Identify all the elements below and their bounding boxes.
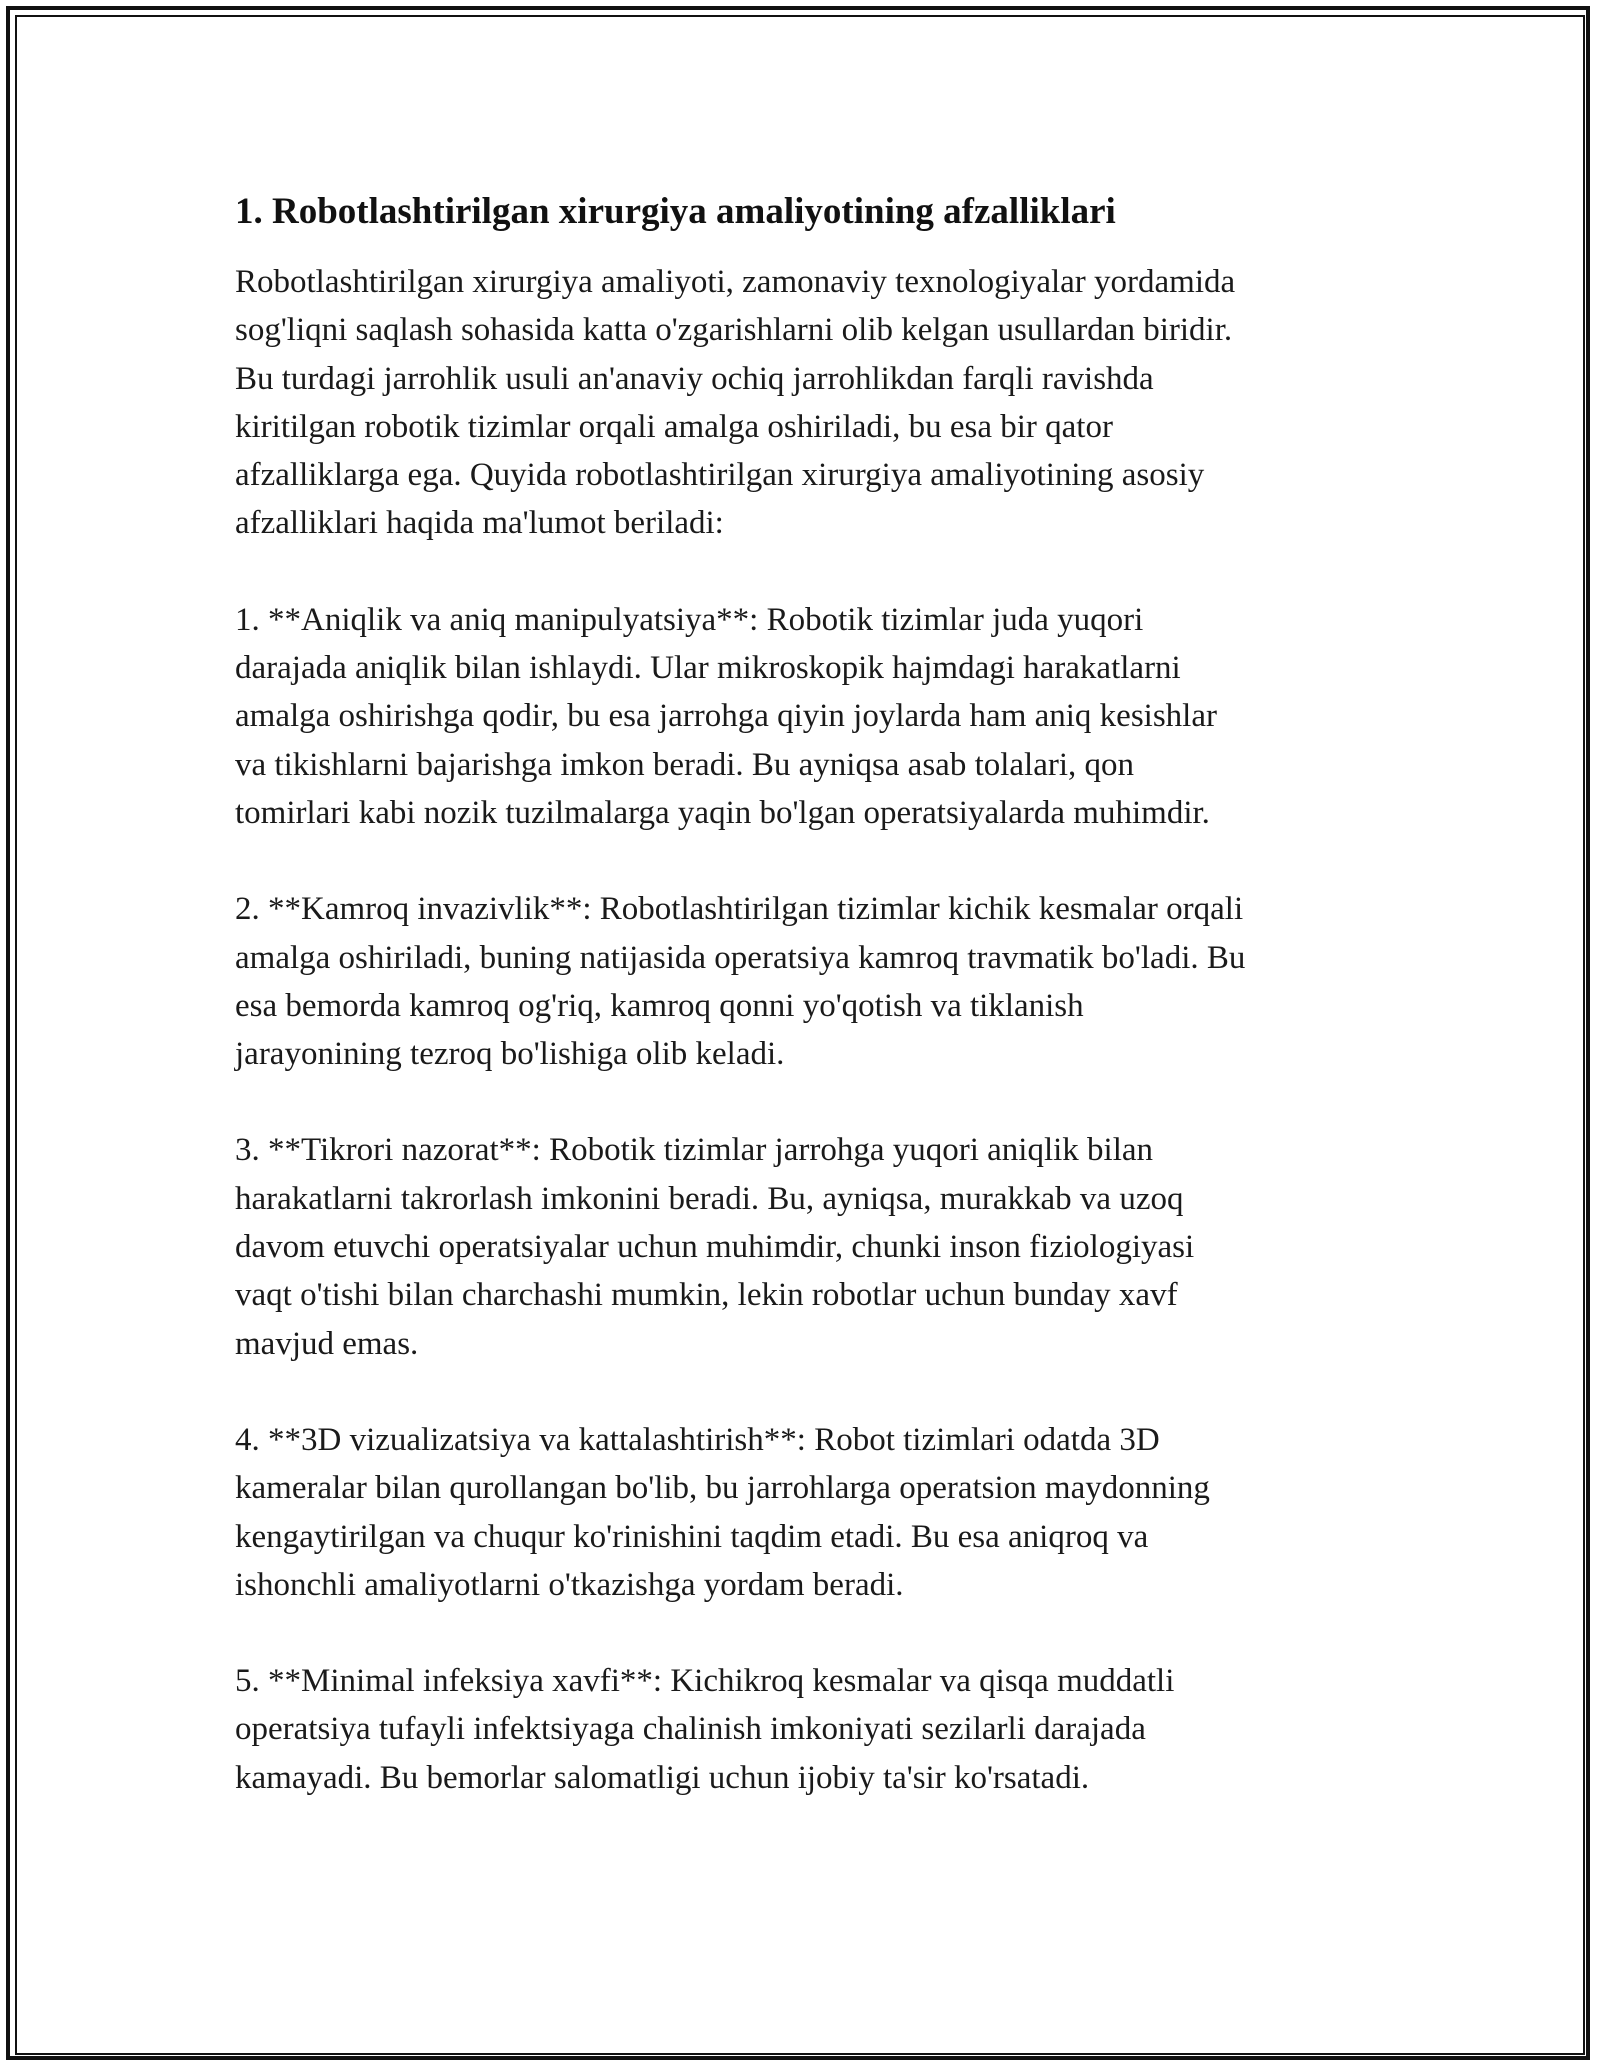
advantage-2-paragraph: 2. **Kamroq invazivlik**: Robotlashtirilgan tizimlar kichik kesmalar orqali amalga oshiriladi, buning natijasida operatsiya kamroq travmatik bo'ladi. Bu esa bemorda kamroq og'riq, kamroq qonni yo'qotish va tiklanish jarayonining tezroq bo'lishiga olib keladi. [235,891,1246,1073]
advantage-1-paragraph: 1. **Aniqlik va aniq manipulyatsiya**: Robotik tizimlar juda yuqori darajada aniqlik bilan ishlaydi. Ular mikroskopik hajmdagi harakatlarni amalga oshirishga qodir, bu esa jarrohga qiyin joylarda ham aniq kesishlar va tikishlarni bajarishga imkon beradi. Bu ayniqsa asab tolalari, qon tomirlari kabi nozik tuzilmalarga yaqin bo'lgan operatsiyalarda muhimdir. [235,601,1217,831]
advantage-5-paragraph: 5. **Minimal infeksiya xavfi**: Kichikroq kesmalar va qisqa muddatli operatsiya tufayli infektsiyaga chalinish imkoniyati sezilarli darajada kamayadi. Bu bemorlar salomatligi uchun ijobiy ta'sir ko'rsatadi. [235,1663,1175,1796]
advantage-3-paragraph: 3. **Tikrori nazorat**: Robotik tizimlar jarrohga yuqori aniqlik bilan harakatlarni takrorlash imkonini beradi. Bu, ayniqsa, murakkab va uzoq davom etuvchi operatsiyalar uchun muhimdir, chunki inson fiziologiyasi vaqt o'tishi bilan charchashi mumkin, lekin robotlar uchun bunday xavf mavjud emas. [235,1132,1195,1362]
advantage-4-paragraph: 4. **3D vizualizatsiya va kattalashtirish**: Robot tizimlari odatda 3D kameralar bilan qurollangan bo'lib, bu jarrohlarga operatsion maydonning kengaytirilgan va chuqur ko'rinishini taqdim etadi. Bu esa aniqroq va ishonchli amaliyotlarni o'tkazishga yordam beradi. [235,1421,1210,1603]
section-title: 1. Robotlashtirilgan xirurgiya amaliyotining afzalliklari [235,191,1116,232]
intro-paragraph: Robotlashtirilgan xirurgiya amaliyoti, zamonaviy texnologiyalar yordamida sog'liqni saqlash sohasida katta o'zgarishlarni olib kelgan usullardan biridir. Bu turdagi jarrohlik usuli an'anaviy ochiq jarrohlikdan farqli ravishda kiritilgan robotik tizimlar orqali amalga oshiriladi, bu esa bir qator afzalliklarga ega. Quyida robotlashtirilgan xirurgiya amaliyotining asosiy afzalliklari haqida ma'lumot beriladi: [235,264,1236,542]
document-body [235,188,1385,1850]
